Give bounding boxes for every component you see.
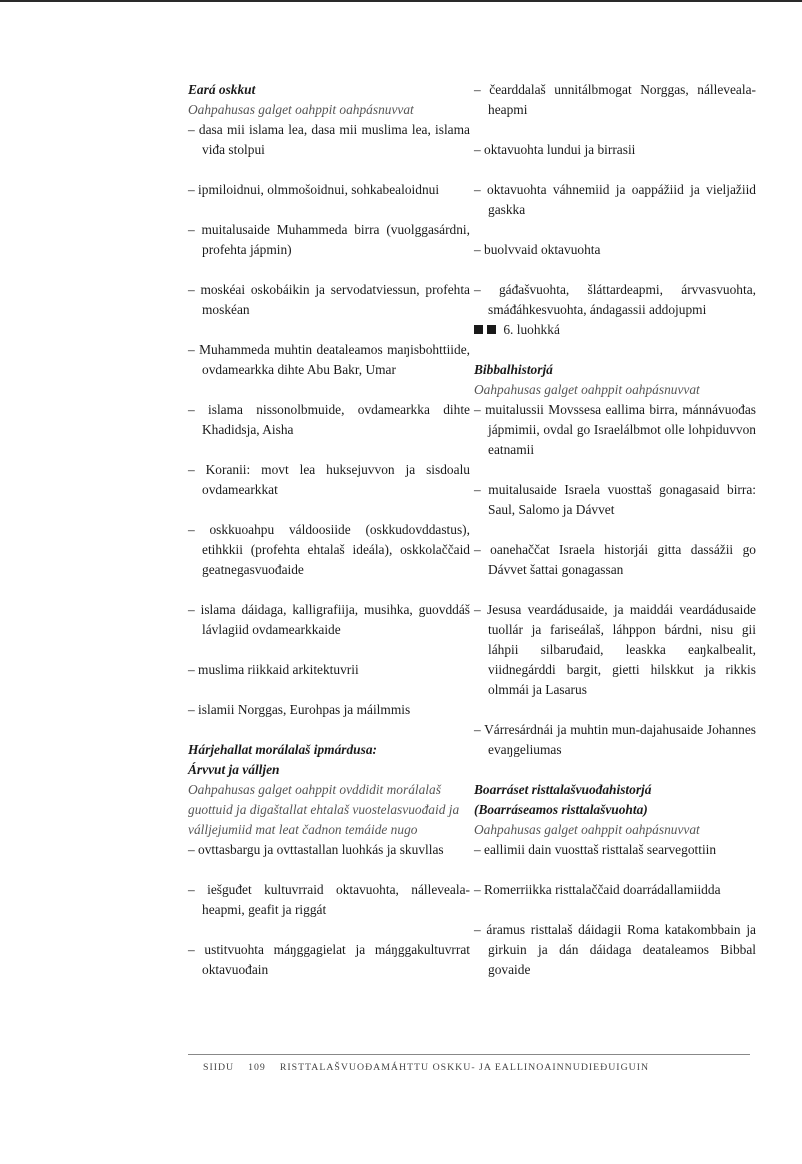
list-item: – muslima riikkaid arkitektuvrii [188, 662, 359, 677]
section-subheading: Oahpahusas galget oahppit oahpásnuvvat [474, 382, 700, 397]
list-item: – muitalusaide Israela vuosttaš gonagasaid birra: Saul, Salomo ja Dávvet [474, 482, 756, 517]
section-heading: Eará oskkut [188, 82, 256, 97]
square-bullet-icon [474, 325, 483, 334]
list-item: – iešguđet kultuvrraid oktavuohta, nálleveala-heapmi, geafit ja riggát [188, 882, 470, 917]
list-item: – ipmiloidnui, olmmošoidnui, sohkabealoidnui [188, 182, 440, 197]
list-item: – moskéai oskobáikin ja servodatviessun, profehta moskéan [188, 282, 470, 317]
list-item: – islama dáidaga, kalligrafiija, musihka, guovddáš lávlagiid ovdamearkkaide [188, 602, 470, 637]
list-item: – ovttasbargu ja ovttastallan luohkás ja skuvllas [188, 842, 444, 857]
page-number: 109 [248, 1062, 266, 1073]
list-item: – ustitvuohta máŋggagielat ja máŋggakultuvrrat oktavuođain [188, 942, 470, 977]
list-item: – dasa mii islama lea, dasa mii muslima lea, islama viđa stolpui [188, 122, 470, 157]
list-item: – islama nissonolbmuide, ovdamearkka dihte Khadidsja, Aisha [188, 402, 470, 437]
footer-divider [188, 1054, 750, 1055]
list-item: – oktavuohta váhnemiid ja oappážiid ja vieljažiid gaskka [474, 182, 756, 217]
list-item: – buolvvaid oktavuohta [474, 242, 601, 257]
footer-title: RISTTALAŠVUOĐAMÁHTTU OSKKU- JA EALLINOAINNUDIEĐUIGUIN [279, 1062, 650, 1073]
list-item: – Muhammeda muhtin deataleamos maŋisbohttiide, ovdamearkka dihte Abu Bakr, Umar [188, 342, 470, 377]
section-subheading: Oahpahusas galget oahppit ovddidit morálalaš guottuid ja digaštallat ehtalaš vuostelasvuođaid ja válljejumiid mat leat čadnon temáide nugo [188, 782, 460, 837]
list-item: – Várresárdnái ja muhtin mun-dajahusaide Johannes evaŋgeliumas [474, 722, 756, 757]
section-heading: (Boarráseamos risttalašvuohta) [474, 802, 648, 817]
right-column [474, 80, 756, 980]
list-item: – áramus risttalaš dáidagii Roma katakombbain ja girkuin ja dán dáidaga deataleamos Bibbal govaide [474, 922, 756, 977]
list-item: – gáđašvuohta, šláttardeapmi, árvvasvuohta, smáđáhkesvuohta, ándagassii addojupmi [474, 282, 756, 317]
list-item: – muitalusaide Muhammeda birra (vuolggasárdni, profehta jápmin) [188, 222, 470, 257]
list-item: – Jesusa veardádusaide, ja maiddái veardádusaide tuollár ja fariseálaš, láhppon bárdni, nisu gii láhpii silbaruđaid, leaskka eaŋkalbealit, viidnegárddi bargit, gietti hilskkut ja rikkis olmmái ja Lasarus [474, 602, 756, 697]
left-column [188, 80, 470, 980]
list-item: – Koranii: movt lea huksejuvvon ja sisdoalu ovdamearkkat [188, 462, 470, 497]
section-heading: Bibbalhistorjá [474, 362, 553, 377]
list-item: – Romerriikka risttalaččaid doarrádallamiidda [474, 882, 721, 897]
list-item: – islamii Norggas, Eurohpas ja máilmmis [188, 702, 411, 717]
grade-level-heading [474, 320, 756, 340]
page-footer [203, 1062, 663, 1073]
list-item: – eallimii dain vuosttaš risttalaš searvegottiin [474, 842, 717, 857]
top-edge-rule [0, 0, 802, 2]
list-item: – oanehaččat Israela historjái gitta dassážii go Dávvet šattai gonagassan [474, 542, 756, 577]
section-heading: Árvvut ja válljen [188, 762, 280, 777]
square-bullet-icon [487, 325, 496, 334]
section-heading: Boarráset risttalašvuođahistorjá [474, 782, 652, 797]
section-subheading: Oahpahusas galget oahppit oahpásnuvvat [474, 822, 700, 837]
list-item: – oskkuoahpu váldoosiide (oskkudovddastus), etihkkii (profehta ehtalaš ideála), oskkolaččaid geatnegasvuođaide [188, 522, 470, 577]
section-heading: Hárjehallat morálalaš ipmárdusa: [188, 742, 377, 757]
list-item: – muitalussii Movssesa eallima birra, mánnávuođas jápmimii, ovdal go Israelálbmot olle lohpiduvvon eatnamii [474, 402, 756, 457]
grade-level-label: 6. luohkká [503, 322, 560, 337]
list-item: – čearddalaš unnitálbmogat Norggas, nálleveala-heapmi [474, 82, 756, 117]
list-item: – oktavuohta lundui ja birrasii [474, 142, 636, 157]
footer-page-label: SIIDU [203, 1062, 235, 1073]
section-subheading: Oahpahusas galget oahppit oahpásnuvvat [188, 102, 414, 117]
